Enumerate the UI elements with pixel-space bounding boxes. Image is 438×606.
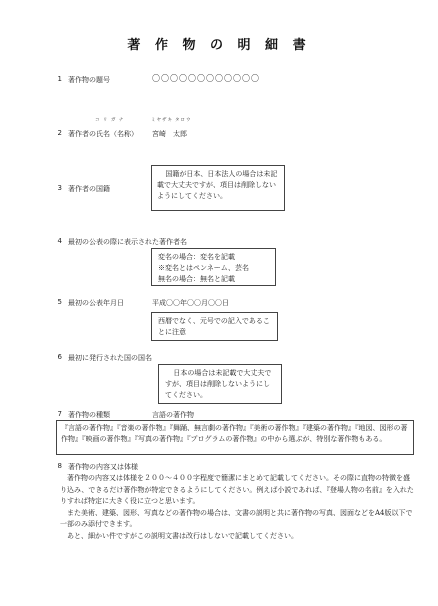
item-label-author: 著作者の氏名（名称） xyxy=(68,130,138,138)
furigana-name: タロウ xyxy=(175,118,192,123)
note-line: 変名の場合：変名を記載 xyxy=(158,253,235,261)
item-number: 6 xyxy=(57,353,62,361)
publish-date-value: 平成〇〇年〇〇月〇〇日 xyxy=(152,299,229,307)
furigana-label: コ リ ガ ナ xyxy=(95,118,125,123)
content-paragraph: また美術、建築、図形、写真などの著作物の場合は、文書の説明と共に著作物の写真、図面などをA4版以下で一部のみ添付できます。 xyxy=(60,508,413,528)
content-paragraph: あと、細かい件ですがこの説明文書は改行はしないで記載してください。 xyxy=(67,531,298,540)
item-label-work-type: 著作物の種類 xyxy=(68,411,110,419)
item-number: 8 xyxy=(57,462,62,470)
content-paragraph: 著作物の内容又は体様を２００～４００字程度で簡潔にまとめて記載してください。その際に直物の特徴を盛り込み、できるだけ著作物が特定できるようにしてください。例えば小説であれば、『登場人物の名前』を入れたりすれば特定に大きく役に立つと思います。 xyxy=(60,474,414,505)
author-name-value: 宮崎 太郎 xyxy=(152,130,187,138)
item-label-content: 著作物の内容又は体様 xyxy=(68,463,138,471)
note-line: ※変名とはペンネーム、芸名 xyxy=(158,264,249,272)
item-number: 1 xyxy=(57,75,62,83)
work-type-value: 言語の著作物 xyxy=(152,411,194,419)
item-label-title: 著作物の題号 xyxy=(68,76,110,84)
furigana-surname: ミヤザキ xyxy=(151,118,173,123)
work-type-note-box: 『言語の著作物』『音楽の著作物』『舞踊、無言劇の著作物』『美術の著作物』『建築の著作物』『地図、図形の著作物』『映画の著作物』『写真の著作物』『プログラムの著作物』の中から選ぶが、特別な著作物もある。 xyxy=(56,420,414,455)
item-label-publish-country: 最初に発行された国の国名 xyxy=(68,354,152,362)
publish-country-note-box: 日本の場合は未記載で大丈夫ですが、項目は削除しないようにしてください。 xyxy=(158,364,282,404)
publish-date-note-box: 西暦でなく、元号での記入であることに注意 xyxy=(151,312,278,341)
item-number: 2 xyxy=(57,129,62,137)
item-number: 5 xyxy=(57,298,62,306)
content-description xyxy=(60,473,414,542)
nationality-note-box: 国籍が日本、日本法人の場合は未記載で大丈夫ですが、項目は削除しないようにしてください。 xyxy=(151,165,285,211)
item-label-publish-date: 最初の公表年月日 xyxy=(68,299,124,307)
item-number: 4 xyxy=(57,237,62,245)
item-number: 3 xyxy=(57,184,62,192)
published-name-note-box xyxy=(151,248,276,286)
page-title: 著 作 物 の 明 細 書 xyxy=(127,38,311,53)
item-label-nationality: 著作者の国籍 xyxy=(68,185,110,193)
work-title-value: 〇〇〇〇〇〇〇〇〇〇〇〇 xyxy=(152,74,260,83)
item-label-published-name: 最初の公表の際に表示された著作者名 xyxy=(68,238,187,246)
item-number: 7 xyxy=(57,410,62,418)
note-line: 無名の場合：無名と記載 xyxy=(158,275,235,283)
